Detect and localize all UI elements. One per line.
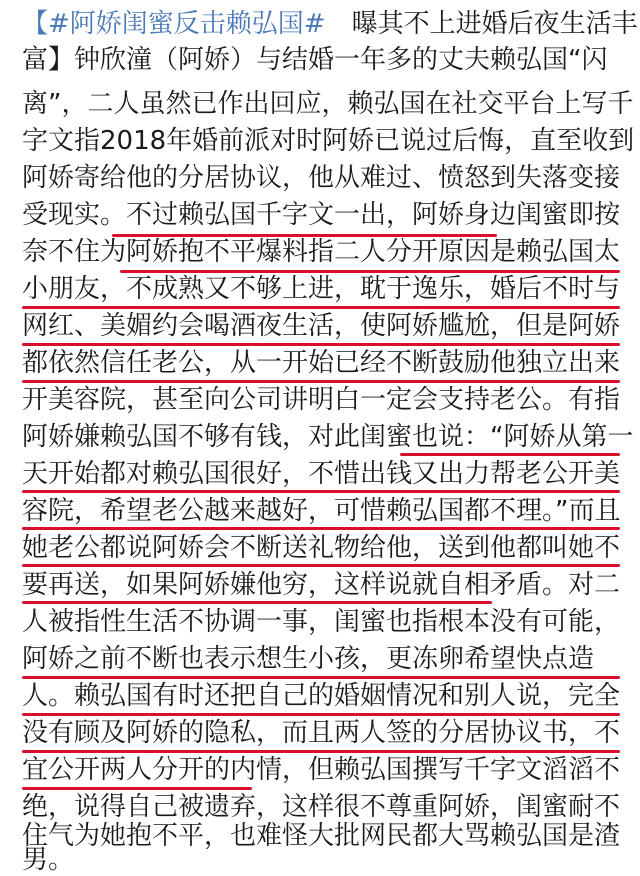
text-line: 没有顾及阿娇的隐私，而且两人签的分居协议书，不	[22, 718, 621, 748]
text-line: 住气为她抱不平，也难怪大批网民都大骂赖弘国是渣	[22, 821, 621, 851]
text-line: 人。赖弘国有时还把自己的婚姻情况和别人说，完全	[22, 681, 621, 711]
red-underline	[22, 713, 620, 716]
red-underline	[22, 564, 620, 567]
red-underline	[112, 234, 497, 237]
text-line: 要再送，如果阿娇嫌他穷，这样说就自相矛盾。对二	[22, 570, 621, 600]
text-line: 容院，希望老公越来越好，可惜赖弘国都不理。”而且	[22, 496, 621, 526]
text-line: 宜公开两人分开的内情，但赖弘国撰写千字文滔滔不	[22, 755, 621, 785]
red-underline	[22, 490, 620, 493]
text-line: 人被指性生活不协调一事，闺蜜也指根本没有可能，	[22, 607, 621, 637]
text-line: 阿娇嫌赖弘国不够有钱，对此闺蜜也说：“阿娇从第一	[22, 422, 634, 452]
red-underline	[22, 527, 620, 530]
text-line: 绝，说得自己被遗弃，这样很不尊重阿娇，闺蜜耐不	[22, 792, 621, 822]
text-line: 网红、美媚约会喝酒夜生活，使阿娇尴尬，但是阿娇	[22, 311, 621, 341]
red-underline	[22, 750, 620, 753]
text-line: 富】钟欣潼（阿娇）与结婚一年多的丈夫赖弘国“闪	[22, 45, 608, 75]
red-underline	[22, 306, 620, 309]
red-underline	[22, 601, 492, 604]
text-line: 受现实。不过赖弘国千字文一出，阿娇身边闺蜜即按	[22, 200, 621, 230]
text-line: 阿娇寄给他的分居协议，他从难过、愤怒到失落变接	[22, 163, 621, 193]
red-underline	[400, 453, 620, 456]
text-line: 开美容院，甚至向公司讲明白一定会支持老公。有指	[22, 385, 621, 415]
text-line: 离”，二人虽然已作出回应，赖弘国在社交平台上写千	[22, 89, 634, 119]
red-underline	[22, 380, 620, 383]
text-line: 阿娇之前不断也表示想生小孩，更冻卵希望快点造	[22, 644, 595, 674]
text-line: 男。	[22, 845, 75, 875]
text-line	[22, 8, 638, 40]
hashtag-link[interactable]: 【#阿娇闺蜜反击赖弘国#	[22, 9, 326, 39]
text-line: 都依然信任老公，从一开始已经不断鼓励他独立出来	[22, 348, 621, 378]
text-line: 天开始都对赖弘国很好，不惜出钱又出力帮老公开美	[22, 459, 621, 489]
text-line: 奈不住为阿娇抱不平爆料指二人分开原因是赖弘国太	[22, 237, 621, 267]
red-underline	[120, 270, 620, 273]
text-line: 她老公都说阿娇会不断送礼物给他，送到他都叫她不	[22, 533, 621, 563]
text-line: 小朋友，不成熟又不够上进，耽于逸乐，婚后不时与	[22, 274, 621, 304]
text-line: 字文指2018年婚前派对时阿娇已说过后悔，直至收到	[22, 126, 635, 156]
red-underline	[22, 787, 252, 790]
red-underline	[22, 676, 620, 679]
text-line-rest: 曝其不上进婚后夜生活丰	[325, 9, 638, 39]
red-underline	[22, 343, 620, 346]
